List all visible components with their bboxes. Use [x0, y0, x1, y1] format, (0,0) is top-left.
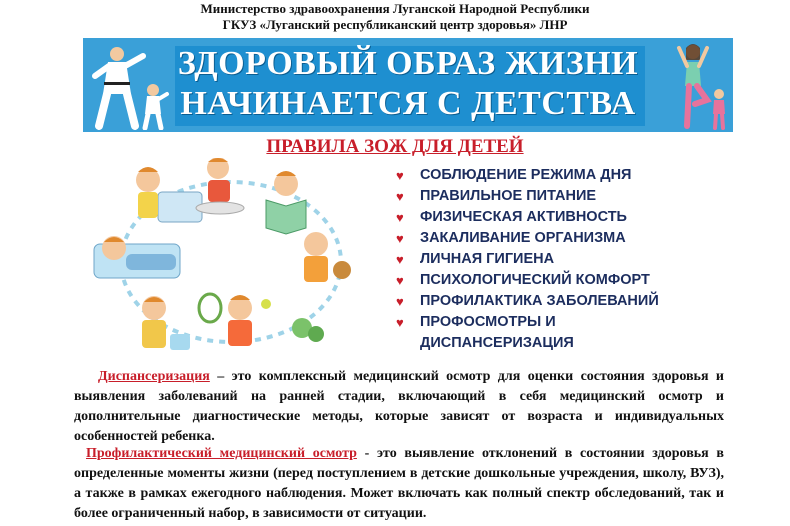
- rule-text: ПРОФОСМОТРЫ И: [420, 314, 556, 330]
- paragraph-preventive-exam: [74, 444, 724, 524]
- rules-list: [396, 165, 726, 354]
- ministry-line: Министерство здравоохранения Луганской Народной Республики: [200, 1, 590, 16]
- heart-icon: ♥: [396, 315, 404, 330]
- rule-item-checkups-continued: [396, 333, 726, 354]
- heart-icon: ♥: [396, 294, 404, 309]
- document-header: [0, 1, 790, 33]
- rule-item-checkups: [396, 312, 726, 333]
- rule-text: СОБЛЮДЕНИЕ РЕЖИМА ДНЯ: [420, 167, 632, 183]
- rule-text: ДИСПАНСЕРИЗАЦИЯ: [420, 335, 574, 351]
- children-daily-routine-illustration: [90, 158, 372, 366]
- paragraph-dispensary: [74, 367, 724, 447]
- rule-item-hygiene: [396, 249, 726, 270]
- heart-icon: ♥: [396, 252, 404, 267]
- heart-icon: ♥: [396, 168, 404, 183]
- banner-title-line-2: НАЧИНАЕТСЯ С ДЕТСТВА: [180, 85, 636, 122]
- rule-text: ПРАВИЛЬНОЕ ПИТАНИЕ: [420, 188, 597, 204]
- paragraph-preventive-exam-text: - это выявление отклонений в состоянии здоровья в определенные моменты жизни (перед поступлением в детские дошкольные учреждения, школу, ВУЗ), а также в рамках ежегодного наблюдения. Может включать как полный спектр обследований, так и более ограниченный набор, в зависимости от ситуации.: [74, 446, 724, 521]
- rule-item-physical-activity: [396, 207, 726, 228]
- paragraph-dispensary-text: – это комплексный медицинский осмотр для оценки состояния здоровья и выявления заболеваний на ранней стадии, включающий в себя медицинский осмотр и дополнительные диагностические методы, которые зависят от возраста и индивидуальных особенностей ребенка.: [74, 369, 724, 444]
- center-line: ГКУЗ «Луганский республиканский центр здоровья» ЛНР: [222, 17, 568, 32]
- banner-title: [83, 44, 733, 124]
- rule-item-psychological-comfort: [396, 270, 726, 291]
- rule-text: ФИЗИЧЕСКАЯ АКТИВНОСТЬ: [420, 209, 627, 225]
- rule-text: ПСИХОЛОГИЧЕСКИЙ КОМФОРТ: [420, 272, 650, 288]
- rule-item-nutrition: [396, 186, 726, 207]
- yoga-mother-and-child-figure: [673, 40, 731, 130]
- heart-icon: ♥: [396, 210, 404, 225]
- rule-item-daily-routine: [396, 165, 726, 186]
- rule-item-hardening: [396, 228, 726, 249]
- heart-icon: ♥: [396, 273, 404, 288]
- heart-icon: ♥: [396, 189, 404, 204]
- rules-title: ПРАВИЛА ЗОЖ ДЛЯ ДЕТЕЙ: [266, 136, 524, 157]
- rule-item-disease-prevention: [396, 291, 726, 312]
- term-preventive-exam: Профилактический медицинский осмотр: [86, 446, 357, 461]
- heart-icon: ♥: [396, 231, 404, 246]
- banner-title-line-1: ЗДОРОВЫЙ ОБРАЗ ЖИЗНИ: [177, 45, 639, 82]
- title-banner: [83, 38, 733, 132]
- term-dispensary: Диспансеризация: [98, 369, 210, 384]
- rule-text: ПРОФИЛАКТИКА ЗАБОЛЕВАНИЙ: [420, 293, 659, 309]
- rule-text: ЗАКАЛИВАНИЕ ОРГАНИЗМА: [420, 230, 626, 246]
- rule-text: ЛИЧНАЯ ГИГИЕНА: [420, 251, 555, 267]
